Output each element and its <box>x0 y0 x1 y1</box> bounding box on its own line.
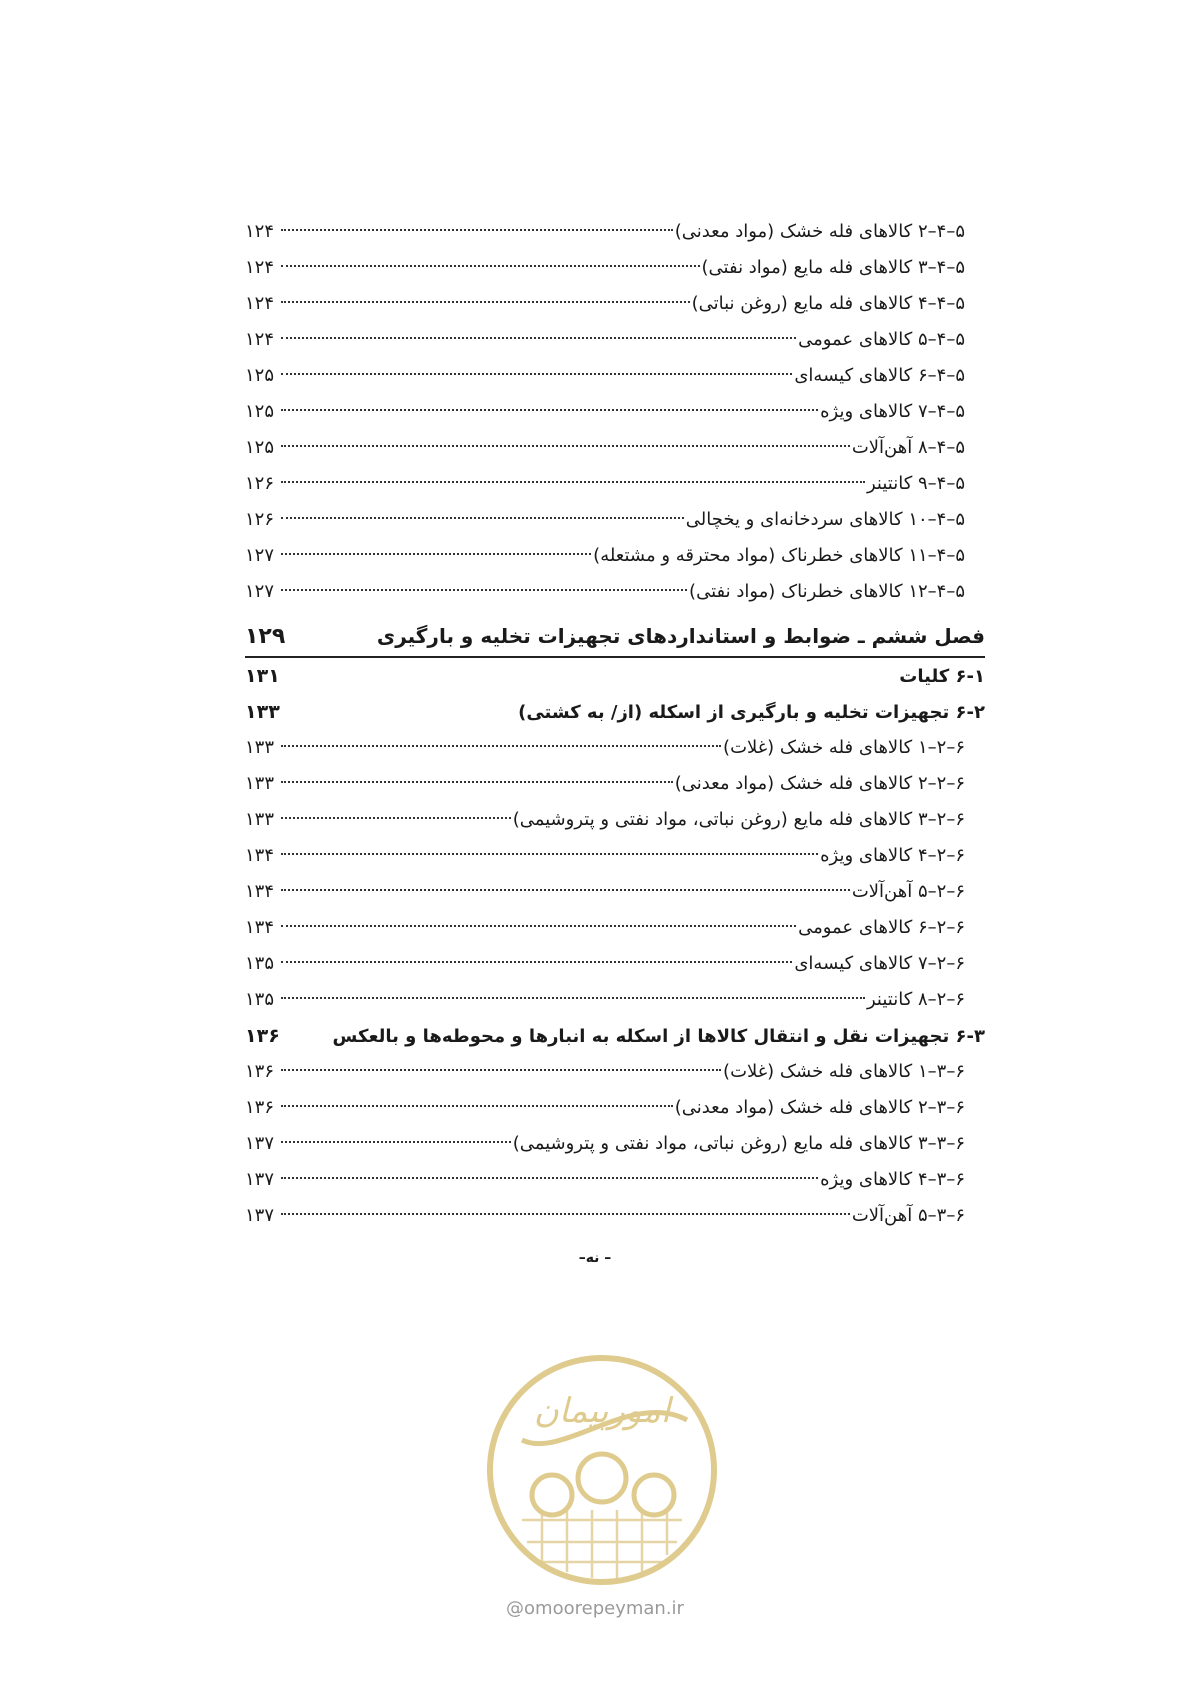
toc-entry-title: ۵–۴–۱۱ کالاهای خطرناک (مواد محترقه و مشتعله) <box>593 545 965 566</box>
toc-entry-title: ۶–۳–۲ کالاهای فله خشک (مواد معدنی) <box>674 1097 965 1118</box>
toc-entry <box>245 322 985 358</box>
toc-entry-title: ۵–۴–۸ آهن‌آلات <box>851 437 965 458</box>
toc-entry <box>245 358 985 394</box>
toc-entry <box>245 1198 985 1234</box>
toc-entry-title: ۵–۴–۴ کالاهای فله مایع (روغن نباتی) <box>691 293 965 314</box>
watermark-url: @omoorepeyman.ir <box>506 1598 684 1619</box>
toc-entry <box>245 286 985 322</box>
dot-leader <box>281 445 850 447</box>
toc-entry-title: ۵–۴–۳ کالاهای فله مایع (مواد نفتی) <box>701 257 965 278</box>
watermark-logo <box>482 1350 722 1590</box>
toc-entry <box>245 802 985 838</box>
toc-page-number: ۱۲۴ <box>245 329 275 350</box>
toc-page-number: ۱۳۴ <box>245 917 275 938</box>
toc-entry-title: ۶–۲–۷ کالاهای کیسه‌ای <box>794 953 965 974</box>
toc-entry-title: ۵–۴–۱۰ کالاهای سردخانه‌ای و یخچالی <box>685 509 965 530</box>
toc-section <box>245 694 985 730</box>
dot-leader <box>281 1141 511 1143</box>
dot-leader <box>281 1069 721 1071</box>
toc-entry-title: ۶–۳–۴ کالاهای ویژه <box>820 1169 965 1190</box>
toc-entry <box>245 766 985 802</box>
dot-leader <box>281 409 818 411</box>
toc-entry-title: ۶–۲–۸ کانتینر <box>866 989 965 1010</box>
dot-leader <box>281 373 792 375</box>
toc-entry-title: فصل ششم ـ ضوابط و استانداردهای تجهیزات تخلیه و بارگیری <box>376 624 985 648</box>
dot-leader <box>281 517 684 519</box>
gear-icon <box>532 1454 674 1515</box>
dot-leader <box>281 1177 818 1179</box>
dot-leader <box>281 589 687 591</box>
toc-page-number: ۱۲۵ <box>245 365 275 386</box>
toc-page-number: ۱۳۴ <box>245 845 275 866</box>
toc-page-number: ۱۲۶ <box>245 509 275 530</box>
toc-entry-title: ۶-۱ کلیات <box>899 666 985 687</box>
dot-leader <box>281 1213 850 1215</box>
toc-page-number: ۱۳۵ <box>245 989 275 1010</box>
toc-entry-title: ۶-۳ تجهیزات نقل و انتقال کالاها از اسکله به انبارها و محوطه‌ها و بالعکس <box>332 1026 985 1047</box>
toc-entry <box>245 466 985 502</box>
dot-leader <box>281 745 721 747</box>
toc-entry-title: ۵–۴–۷ کالاهای ویژه <box>820 401 965 422</box>
toc-entry-title: ۶-۲ تجهیزات تخلیه و بارگیری از اسکله (از/ به کشتی) <box>518 702 985 723</box>
toc-page-number: ۱۲۴ <box>245 221 275 242</box>
toc-entry-title: ۶–۲–۲ کالاهای فله خشک (مواد معدنی) <box>674 773 965 794</box>
toc-entry <box>245 838 985 874</box>
dot-leader <box>281 229 673 231</box>
toc-entry <box>245 1126 985 1162</box>
dot-leader <box>281 301 690 303</box>
toc-chapter <box>245 616 985 658</box>
dot-leader <box>281 553 591 555</box>
watermark-logo-text: امورپیمان <box>533 1391 671 1431</box>
toc-section <box>245 1018 985 1054</box>
toc-entry <box>245 1054 985 1090</box>
toc-entry-title: ۶–۲–۱ کالاهای فله خشک (غلات) <box>723 737 965 758</box>
toc-entry-title: ۵–۴–۲ کالاهای فله خشک (مواد معدنی) <box>674 221 965 242</box>
toc-page-number: ۱۳۱ <box>245 665 280 687</box>
dot-leader <box>281 481 865 483</box>
toc-entry <box>245 1090 985 1126</box>
toc-entry-title: ۵–۴–۹ کانتینر <box>866 473 965 494</box>
toc-section <box>245 658 985 694</box>
toc-entry <box>245 982 985 1018</box>
dot-leader <box>281 925 796 927</box>
toc-entry <box>245 1162 985 1198</box>
toc-page-number: ۱۲۴ <box>245 257 275 278</box>
dot-leader <box>281 817 511 819</box>
toc-page-number: ۱۳۵ <box>245 953 275 974</box>
dot-leader <box>281 889 850 891</box>
toc-page-number: ۱۳۳ <box>245 809 275 830</box>
toc-page-number: ۱۳۳ <box>245 773 275 794</box>
toc-entry-title: ۵–۴–۵ کالاهای عمومی <box>798 329 965 350</box>
toc-entry-title: ۶–۳–۵ آهن‌آلات <box>851 1205 965 1226</box>
toc-page-number: ۱۲۷ <box>245 581 275 602</box>
toc-page-number: ۱۲۹ <box>245 624 286 649</box>
toc-page-number: ۱۲۴ <box>245 293 275 314</box>
toc-page-number: ۱۲۶ <box>245 473 275 494</box>
toc-page-number: ۱۲۷ <box>245 545 275 566</box>
toc-entry-title: ۶–۲–۴ کالاهای ویژه <box>820 845 965 866</box>
toc-page-number: ۱۳۶ <box>245 1061 275 1082</box>
dot-leader <box>281 961 792 963</box>
toc-entry <box>245 730 985 766</box>
toc-entry <box>245 574 985 610</box>
toc-entry <box>245 502 985 538</box>
toc-entry-title: ۶–۳–۳ کالاهای فله مایع (روغن نباتی، مواد نفتی و پتروشیمی) <box>512 1133 965 1154</box>
toc-entry-title: ۶–۲–۳ کالاهای فله مایع (روغن نباتی، مواد نفتی و پتروشیمی) <box>512 809 965 830</box>
toc-entry <box>245 214 985 250</box>
toc-entry <box>245 538 985 574</box>
toc-entry-title: ۶–۲–۶ کالاهای عمومی <box>798 917 965 938</box>
dot-leader <box>281 853 818 855</box>
dot-leader <box>281 337 796 339</box>
toc-page-number: ۱۲۵ <box>245 437 275 458</box>
toc-entry-title: ۶–۳–۱ کالاهای فله خشک (غلات) <box>723 1061 965 1082</box>
dot-leader <box>281 997 865 999</box>
table-of-contents <box>245 214 985 1234</box>
toc-page-number: ۱۳۶ <box>245 1097 275 1118</box>
toc-entry-title: ۵–۴–۱۲ کالاهای خطرناک (مواد نفتی) <box>689 581 965 602</box>
toc-entry <box>245 874 985 910</box>
toc-page-number: ۱۳۷ <box>245 1169 275 1190</box>
toc-page-number: ۱۳۷ <box>245 1205 275 1226</box>
toc-page-number: ۱۳۶ <box>245 1025 280 1047</box>
toc-page-number: ۱۳۷ <box>245 1133 275 1154</box>
dot-leader <box>281 1105 673 1107</box>
toc-page-number: ۱۲۵ <box>245 401 275 422</box>
dot-leader <box>281 781 673 783</box>
toc-entry <box>245 946 985 982</box>
toc-page-number: ۱۳۳ <box>245 701 280 723</box>
toc-entry <box>245 250 985 286</box>
toc-entry <box>245 394 985 430</box>
page-number: – نه– <box>578 1250 612 1266</box>
dot-leader <box>281 265 700 267</box>
toc-entry-title: ۶–۲–۵ آهن‌آلات <box>851 881 965 902</box>
toc-page-number: ۱۳۴ <box>245 881 275 902</box>
toc-page-number: ۱۳۳ <box>245 737 275 758</box>
toc-entry-title: ۵–۴–۶ کالاهای کیسه‌ای <box>794 365 965 386</box>
toc-entry <box>245 430 985 466</box>
toc-entry <box>245 910 985 946</box>
